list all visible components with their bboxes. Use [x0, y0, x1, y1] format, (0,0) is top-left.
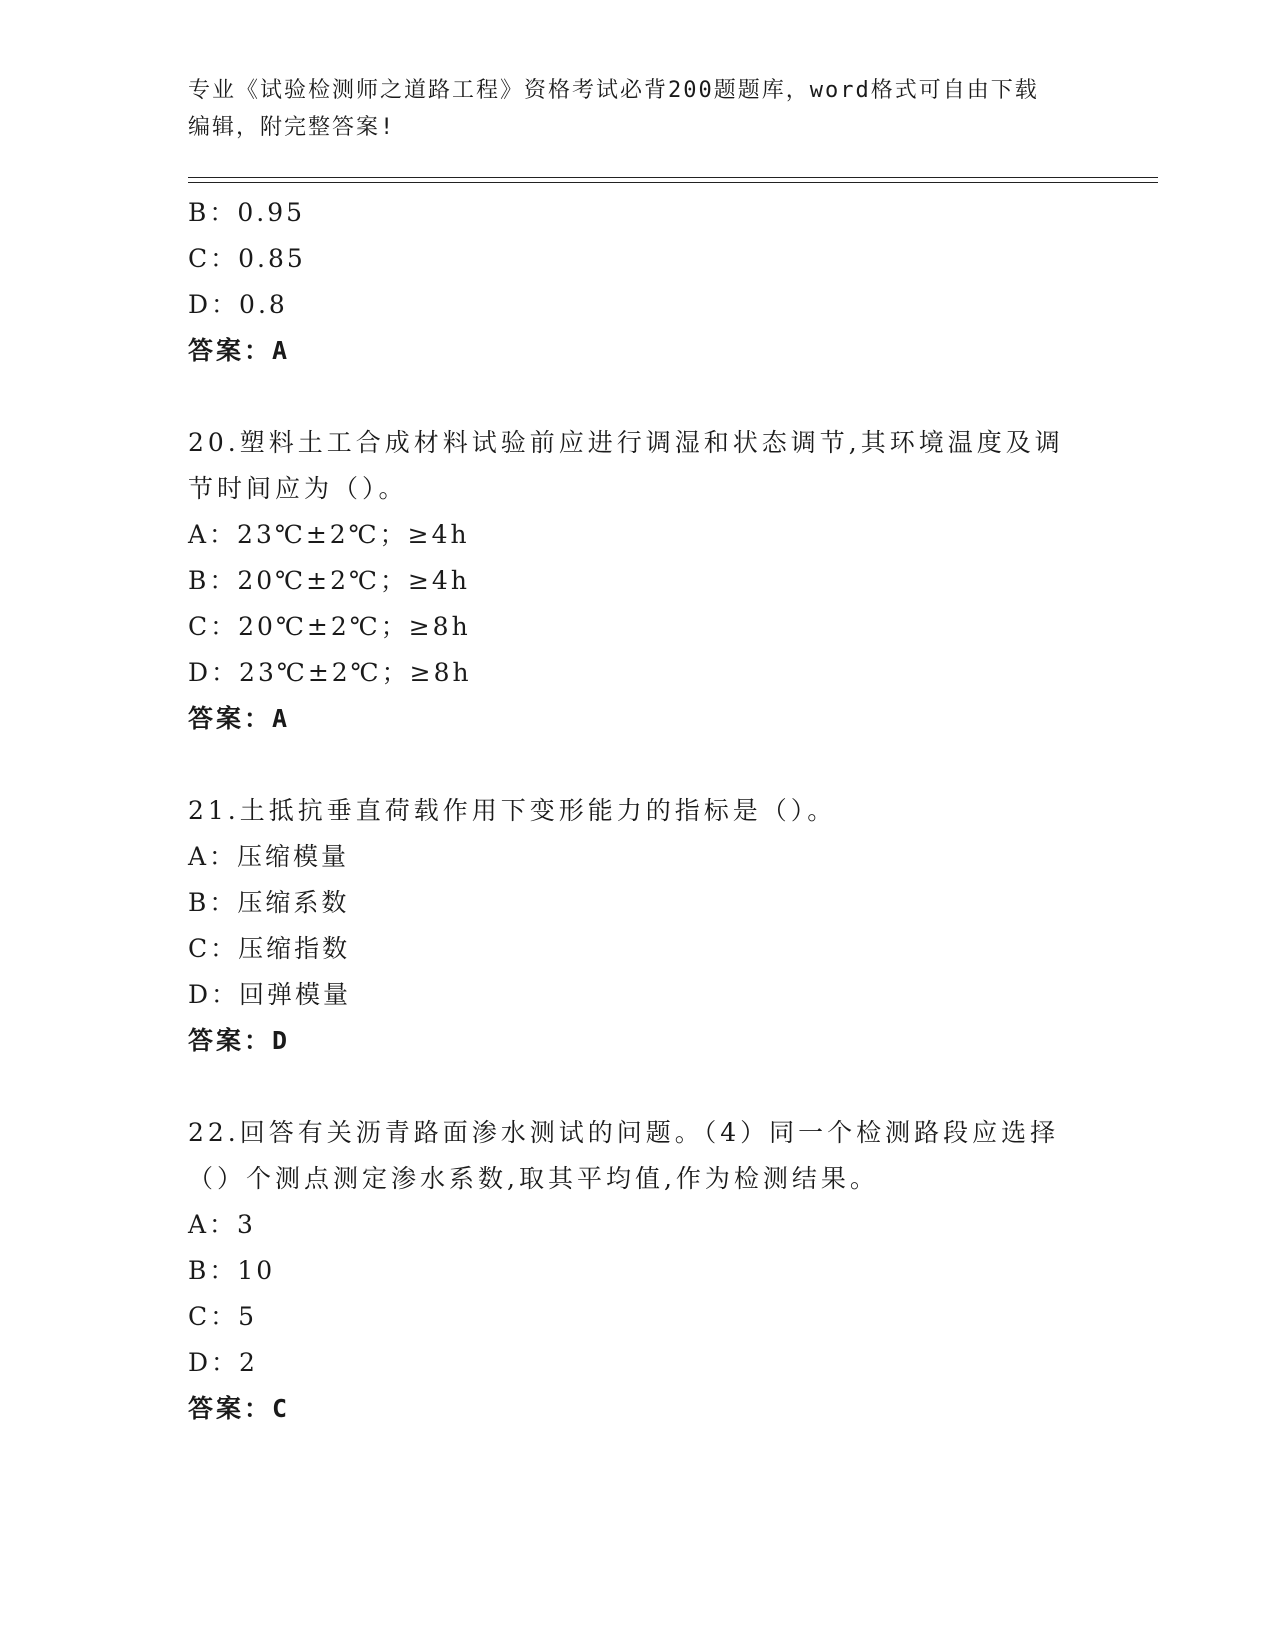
header-line-2: 编辑，附完整答案!: [188, 115, 396, 140]
header-divider-top: [188, 177, 1158, 178]
question-20: [188, 420, 1088, 742]
option-a: A：压缩模量: [188, 842, 350, 871]
option-c: C：5: [188, 1302, 258, 1331]
option-c: C：0.85: [188, 244, 306, 273]
question-19-tail: [188, 190, 1088, 374]
header-line-1: 专业《试验检测师之道路工程》资格考试必背200题题库，word格式可自由下载: [188, 78, 1039, 103]
option-b: B：10: [188, 1256, 276, 1285]
option-a: A：3: [188, 1210, 256, 1239]
answer: 答案：D: [188, 1026, 291, 1055]
header-divider-bottom: [188, 182, 1158, 183]
question-text: 21.土抵抗垂直荷载作用下变形能力的指标是（）。: [188, 796, 837, 825]
option-c: C：压缩指数: [188, 934, 351, 963]
option-b: B：压缩系数: [188, 888, 350, 917]
question-text-cont: （）个测点测定渗水系数,取其平均值,作为检测结果。: [188, 1164, 879, 1193]
option-d: D：0.8: [188, 290, 288, 319]
question-text: 20.塑料土工合成材料试验前应进行调湿和状态调节,其环境温度及调: [188, 428, 1064, 457]
spacer: [188, 1064, 1088, 1110]
answer: 答案：A: [188, 704, 291, 733]
option-b: B：0.95: [188, 198, 306, 227]
spacer: [188, 374, 1088, 420]
document-header: [188, 72, 1088, 146]
question-21: [188, 788, 1088, 1064]
option-a: A：23℃±2℃；≥4h: [188, 520, 470, 549]
option-d: D：23℃±2℃；≥8h: [188, 658, 472, 687]
spacer: [188, 742, 1088, 788]
question-text-cont: 节时间应为（）。: [188, 474, 408, 503]
question-list: [188, 190, 1088, 1432]
answer: 答案：C: [188, 1394, 291, 1423]
option-d: D：回弹模量: [188, 980, 352, 1009]
question-text: 22.回答有关沥青路面渗水测试的问题。（4）同一个检测路段应选择: [188, 1118, 1060, 1147]
option-d: D：2: [188, 1348, 258, 1377]
answer: 答案：A: [188, 336, 291, 365]
option-b: B：20℃±2℃；≥4h: [188, 566, 470, 595]
option-c: C：20℃±2℃；≥8h: [188, 612, 471, 641]
question-22: [188, 1110, 1088, 1432]
